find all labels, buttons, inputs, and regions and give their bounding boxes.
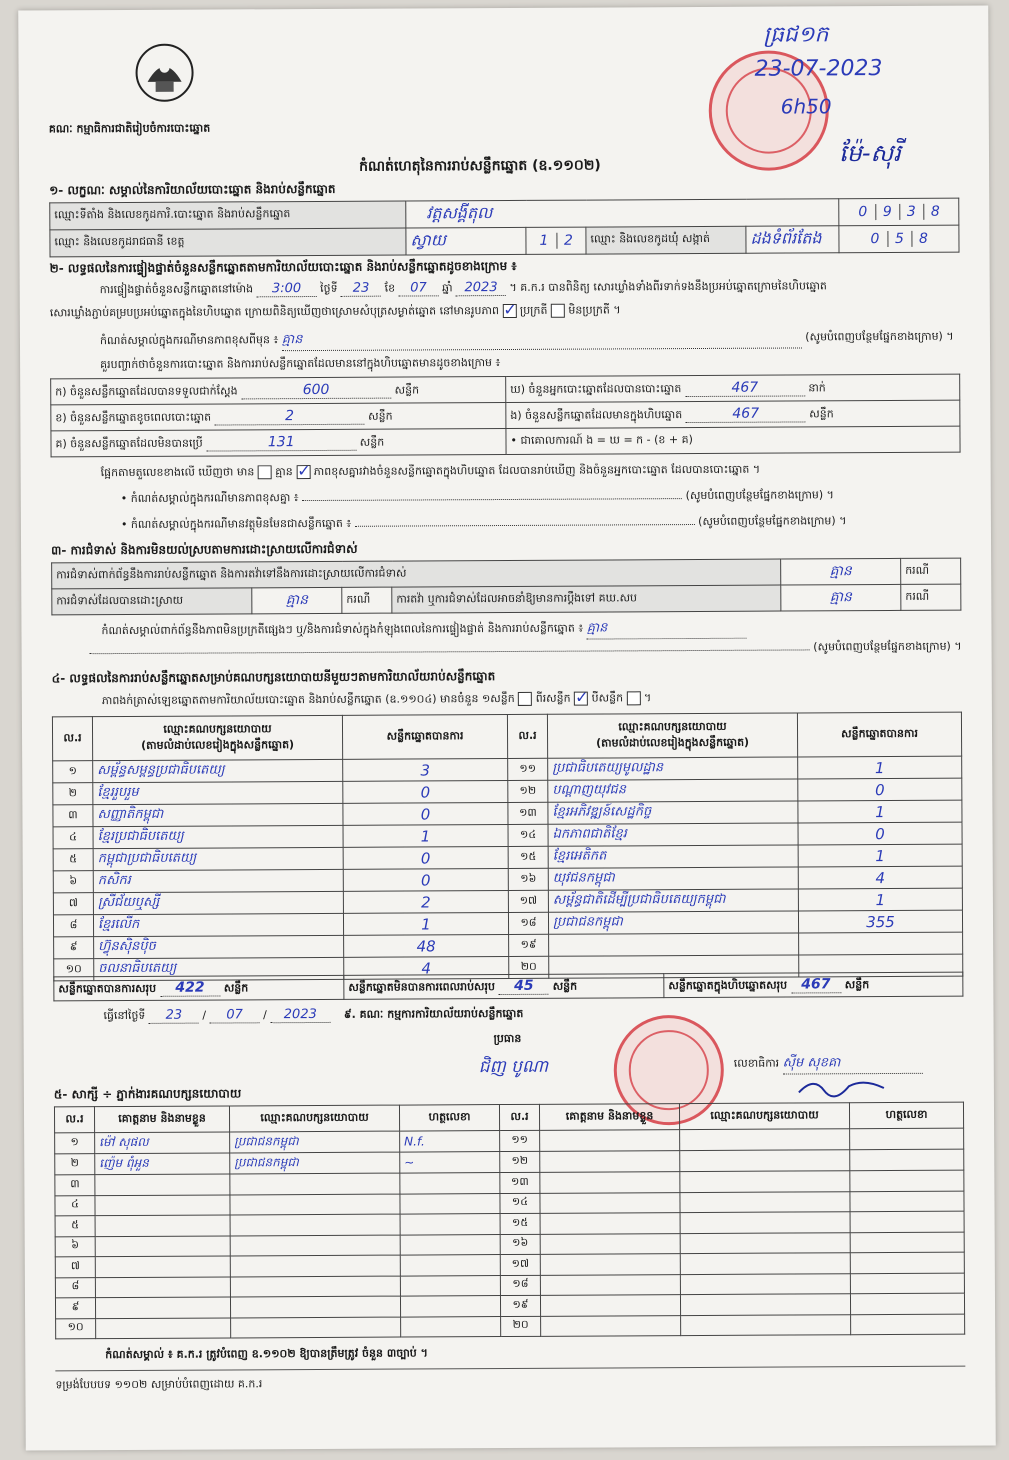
party-votes: 1 [798, 844, 962, 867]
witness-name [95, 1297, 230, 1318]
party-votes: 0 [798, 822, 962, 845]
witness-no: ២ [55, 1154, 95, 1175]
total-box-row: សន្លឹកឆ្នោតក្នុងហិបឆ្នោតសរុប 467 សន្លឹក [664, 972, 963, 998]
witness-no: ១០ [56, 1318, 96, 1339]
witness-name [540, 1254, 680, 1275]
witness-name [95, 1174, 230, 1195]
party-no: ១២ [508, 780, 548, 802]
footer-note: កំណត់សម្គាល់ ៖ គ.ក.រ ត្រូវបំពេញ ឧ.១១០២ ឱ្យបានត្រឹមត្រូវ ចំនួន ៣ច្បាប់ ។ [105, 1346, 428, 1362]
col-party: ឈ្មោះគណបក្សនយោបាយ (តាមលំដាប់លេខរៀងក្នុងសន្លឹកឆ្នោត) [92, 715, 342, 760]
party-votes: 0 [343, 780, 508, 803]
party-no: ៥ [53, 849, 93, 871]
party-name: កសិករ [93, 869, 343, 892]
witness-name: ម៉ៅ សុផល [95, 1132, 230, 1154]
party-name: បណ្ដាញយុវជន [548, 779, 798, 802]
secretary-line: លេខាធិការ ស៊ីម សុខគា [734, 1054, 923, 1075]
witness-signature [850, 1128, 964, 1150]
party-name: សញ្ញាតិកម្ពុជា [93, 803, 343, 826]
normal-checkbox[interactable] [502, 304, 516, 318]
witness-name [540, 1151, 680, 1173]
irregularity-hint: (សូមបំពេញបន្ថែមផ្នែកខាងក្រោម) ។ [52, 640, 962, 661]
witness-signature [850, 1170, 964, 1191]
w-col-name: គោត្តនាម និងនាមខ្លួន [94, 1106, 229, 1133]
party-no: ១៦ [508, 868, 548, 890]
nec-emblem-icon [133, 42, 195, 104]
party-name: ហ៊្វុនស៊ិនប៉ិច [94, 935, 344, 958]
handwritten-code: ធ្រជ១ក [763, 22, 829, 48]
seal-check-line: សោរឃ្លាំងភ្ជាប់គម្របប្រអប់ឆ្នោតក្នុងនៃហិបឆ្នោត ក្រោយពិនិត្យឃើញថាស្រោមសំបុត្រសម្ងាត់ឆ្នោត នៅមានរូបភាព ✓ ប្រក្រតី មិនប្រក្រតី ។ [50, 302, 960, 323]
commune-label: ឈ្មោះ និងលេខកូដឃុំ សង្កាត់ [586, 226, 746, 254]
witness-no: ៦ [55, 1236, 95, 1257]
witness-name [540, 1213, 680, 1234]
witness-name [95, 1256, 230, 1277]
section3-title: ៣- ការជំទាស់ និងការមិនយល់ស្របតាមការដោះស្រាយលើការជំទាស់ [51, 541, 358, 558]
witness-no: ១៥ [500, 1213, 540, 1234]
witness-signature [400, 1214, 500, 1235]
witness-name: ញ៉េម ពុំអួន [95, 1153, 230, 1175]
resolved-label: ការជំទាស់ដែលបានដោះស្រាយ [52, 588, 252, 615]
witness-signature [401, 1316, 501, 1337]
party-no: ១៩ [509, 934, 549, 956]
party-name: ប្រជាធិបតេយ្យមូលដ្ឋាន [548, 757, 798, 780]
col-no-right: ល.រ [507, 714, 547, 758]
witness-no: ១២ [500, 1151, 540, 1172]
col-votes-right: សន្លឹកឆ្នោតបានការ [797, 712, 961, 757]
foreign-object-bullet: • កំណត់សម្គាល់ក្នុងករណីមានវត្ថុមិនមែនជាសន្លឹកឆ្នោត ៖ (សូមបំពេញបន្ថែមផ្នែកខាងក្រោម) ។ [120, 514, 847, 532]
col-no: ល.រ [52, 717, 92, 761]
province-code: 1 2 [526, 227, 586, 254]
party-no: ៧ [53, 893, 93, 915]
handwritten-note: ម៉ែ-សុរី [838, 138, 902, 168]
party-votes: 0 [343, 802, 508, 825]
party-no: ១៤ [508, 824, 548, 846]
party-no: ២០ [509, 956, 549, 978]
other-sheets-checkbox[interactable] [626, 691, 640, 705]
w-col-sign-right: ហត្ថលេខា [849, 1102, 963, 1129]
witness-no: ៧ [55, 1257, 95, 1278]
objection-value: គ្មាន [781, 558, 901, 585]
party-no: ៨ [53, 915, 93, 937]
witness-name [540, 1295, 680, 1316]
witness-no: ១៣ [500, 1172, 540, 1193]
party-no: ៩ [54, 937, 94, 959]
witness-party [680, 1171, 850, 1192]
w-col-sign: ហត្ថលេខា [399, 1105, 499, 1132]
witness-party [680, 1191, 850, 1212]
witness-no: ៨ [55, 1277, 95, 1298]
footer-divider [55, 1366, 965, 1372]
witness-party [230, 1194, 400, 1215]
witness-table [54, 1102, 965, 1340]
w-col-party-right: ឈ្មោះគណបក្សនយោបាយ [679, 1103, 849, 1130]
count-subheading: គួរបញ្ចាក់ថាចំនួនការបោះឆ្នោត និងការរាប់សន្លឹកឆ្នោតដែលមាននៅក្នុងហិបឆ្នោតមានដូចខាងក្រោម ៖ [100, 356, 501, 372]
party-no: ១៨ [508, 912, 548, 934]
witness-party [680, 1253, 850, 1274]
resolved-value: គ្មាន [252, 587, 342, 613]
witness-name [540, 1172, 680, 1193]
party-no: ៣ [53, 805, 93, 827]
party-votes: 4 [344, 956, 509, 979]
witness-signature [850, 1293, 964, 1314]
witness-no: ៤ [55, 1195, 95, 1216]
party-name: សម្ព័ន្ធសម្ពន្ធប្រជាធិបតេយ្យ [93, 759, 343, 782]
party-no: ៦ [53, 871, 93, 893]
party-name: ខ្មែរប្រជាធិបតេយ្យ [93, 825, 343, 848]
witness-no: ១៧ [500, 1254, 540, 1275]
witness-no: ១៨ [500, 1275, 540, 1296]
witness-party [230, 1296, 400, 1317]
two-sheets-checkbox[interactable] [518, 692, 532, 706]
party-no: ១០ [54, 959, 94, 981]
chair-signature: ជិញ បូណា [478, 1056, 549, 1078]
location-code: 0 9 3 8 [839, 198, 959, 226]
no-difference-checkbox[interactable] [296, 465, 310, 479]
handwritten-date: 23-07-2023 [754, 56, 883, 82]
signing-date: ធ្វើនៅថ្ងៃទី 23 / 07 / 2023 ៩. គណៈ កម្មការការិយាល័យរាប់សន្លឹកឆ្នោត [103, 1006, 524, 1023]
witness-signature [850, 1252, 964, 1273]
witness-party [230, 1276, 400, 1297]
objection-unit: ករណី [901, 558, 961, 584]
witness-name [540, 1233, 680, 1254]
witness-party [231, 1317, 401, 1338]
province-value: ស្វាយ [406, 227, 526, 255]
party-votes: 2 [343, 890, 508, 913]
witness-party [680, 1212, 850, 1233]
party-name: ប្រជាជនកម្ពុជា [548, 911, 798, 934]
w-col-party: ឈ្មោះគណបក្សនយោបាយ [229, 1105, 399, 1132]
party-votes: 48 [344, 934, 509, 957]
irregularity-note: កំណត់សម្គាល់ពាក់ព័ន្ធនឹងភាពមិនប្រក្រតីផ្សេងៗ ឬ/និងការជំទាស់ក្នុងកំឡុងពេលនៃការផ្ទៀងផ្ទាត់ និងការរាប់សន្លឹកឆ្នោត ៖ គ្មាន [101, 618, 961, 643]
witness-body [55, 1128, 965, 1339]
spoiled-ballots-row: ខ) ចំនួនសន្លឹកឆ្នោតខូចពេលបោះឆ្នោត 2 សន្លឹក [51, 403, 506, 431]
party-votes: 1 [343, 912, 508, 935]
party-votes: 1 [343, 824, 508, 847]
chair-label: ប្រធាន [493, 1031, 522, 1046]
received-ballots-row: ក) ចំនួនសន្លឹកឆ្នោតដែលបានទទួលជាក់ស្ដែង 600 សន្លឹក [51, 377, 506, 405]
party-votes: 1 [798, 888, 962, 911]
party-votes: 1 [798, 756, 962, 779]
witness-signature [400, 1173, 500, 1194]
form-paper [18, 5, 996, 1450]
witness-name [540, 1192, 680, 1213]
party-votes [799, 932, 963, 955]
witness-signature [850, 1149, 964, 1171]
location-label: ឈ្មោះទីតាំង និងលេខកូដការិ.បោះឆ្នោត និងរាប់សន្លឹកឆ្នោត [50, 201, 406, 230]
witness-name [95, 1235, 230, 1256]
party-name: ចលនាធិបតេយ្យ [94, 957, 344, 980]
w-col-no-right: ល.រ [499, 1104, 539, 1130]
party-votes: 1 [798, 800, 962, 823]
total-invalid-row: សន្លឹកឆ្នោតមិនបានការពេលរាប់សរុប 45 សន្លឹក [344, 974, 664, 1000]
party-name: កម្ពុជាប្រជាធិបតេយ្យ [93, 847, 343, 870]
witness-party [681, 1314, 851, 1335]
party-votes: 0 [343, 868, 508, 891]
party-name: ខ្មែរអភិវឌ្ឍន៍សេដ្ឋកិច្ច [548, 801, 798, 824]
witness-party [230, 1255, 400, 1276]
witness-party [680, 1294, 850, 1315]
box-ballots-row: ង) ចំនួនសន្លឹកឆ្នោតដែលមានក្នុងហិបឆ្នោត 467 សន្លឹក [506, 400, 960, 428]
col-votes: សន្លឹកឆ្នោតបានការ [342, 714, 507, 759]
section5-title: ៥- សាក្សី ÷ ភ្នាក់ងារគណបក្សនយោបាយ [53, 1086, 242, 1102]
col-party-right: ឈ្មោះគណបក្សនយោបាយ (តាមលំដាប់លេខរៀងក្នុងសន្លឹកឆ្នោត) [547, 713, 797, 758]
section4-title: ៤- លទ្ធផលនៃការរាប់សន្លឹកឆ្នោតសម្រាប់គណបក្សនយោបាយនីមួយៗតាមការិយាល័យរាប់សន្លឹកឆ្នោត [51, 669, 496, 686]
witness-no: ១៩ [500, 1295, 540, 1316]
w-col-no: ល.រ [54, 1107, 94, 1133]
form-reference: ទម្រង់បែបបទ ១១០២ សម្រាប់បំពេញដោយ គ.ក.រ [55, 1377, 263, 1392]
party-no: ១១ [508, 758, 548, 780]
location-value: វត្តសង្គីតុល [406, 199, 839, 228]
appeal-unit: ករណី [901, 584, 961, 610]
has-difference-checkbox[interactable] [258, 465, 272, 479]
witness-party: ប្រជាជនកម្ពុជា [230, 1152, 400, 1174]
party-votes: 0 [798, 778, 962, 801]
witness-no: ៥ [55, 1216, 95, 1237]
witness-no: ១៤ [500, 1193, 540, 1214]
three-sheets-checkbox[interactable] [574, 692, 588, 706]
witness-name [540, 1274, 680, 1295]
party-votes: 3 [343, 758, 508, 781]
witness-signature [850, 1211, 964, 1232]
difference-note-line: កំណត់សម្គាល់ក្នុងករណីមានភាពខុសពីមុន ៖ គ្មាន (សូមបំពេញបន្ថែមផ្នែកខាងក្រោម) ។ [100, 328, 960, 353]
ballot-count-table [50, 374, 960, 458]
party-votes: 4 [798, 866, 962, 889]
witness-name [95, 1215, 230, 1236]
witness-no: ៣ [55, 1175, 95, 1196]
resolved-unit: ករណី [342, 587, 392, 613]
witness-name [540, 1130, 680, 1152]
party-no: ១៥ [508, 846, 548, 868]
org-name: គណៈ កម្មាធិការជាតិរៀបចំការបោះឆ្នោត [48, 121, 211, 136]
witness-row [56, 1314, 965, 1339]
party-name: ខ្មែររួបរួម [93, 781, 343, 804]
verification-time-line: ការផ្ទៀងផ្ទាត់ចំនួនសន្លឹកឆ្នោតនៅម៉ោង 3:00 ថ្ងៃទី 23 ខែ 07 ឆ្នាំ 2023 ។ គ.ក.រ បានពិនិត្យ សោរឃ្លាំងទាំងពីរទាក់ទងនឹងប្រអប់ឆ្នោតក្រោមនៃហិបឆ្នោត [99, 279, 827, 297]
witness-signature [400, 1193, 500, 1214]
witness-signature [400, 1255, 500, 1276]
commune-value: ដងទំព័រតែង [746, 226, 839, 253]
witness-signature [400, 1234, 500, 1255]
party-no: ១ [53, 761, 93, 783]
abnormal-checkbox[interactable] [551, 304, 565, 318]
witness-signature: N.f. [400, 1131, 500, 1153]
section1-table [49, 198, 959, 258]
witness-signature: ~ [400, 1152, 500, 1174]
w-col-name-right: គោត្តនាម និងនាមខ្លួន [539, 1104, 679, 1131]
witness-party [230, 1214, 400, 1235]
party-no: ១៣ [508, 802, 548, 824]
witness-signature [850, 1273, 964, 1294]
witness-signature [851, 1314, 965, 1335]
totals-table [53, 972, 963, 1002]
witness-name [95, 1194, 230, 1215]
witness-name [96, 1317, 231, 1338]
results-body [53, 756, 963, 981]
party-name: ស្រីជ័យឬស្សី [93, 891, 343, 914]
tally-sheet-line: ភាពងក់ត្រាស់ឡេខឆ្នោតតាមការិយាល័យបោះឆ្នោត និងរាប់សន្លឹកឆ្នោត (ឧ.១១០៤) មានចំនួន ១សន្លឹក ពីរសន្លឹក ✓ បីសន្លឹក ។ [102, 690, 962, 711]
party-no: ២ [53, 783, 93, 805]
witness-signature [400, 1275, 500, 1296]
witness-signature [400, 1296, 500, 1317]
party-name: យុវជនកម្ពុជា [548, 867, 798, 890]
handwritten-time: 6h50 [780, 94, 832, 119]
secretary-signature-icon [794, 1074, 894, 1103]
party-name: សម្ព័ន្ធជាតិដើម្បីប្រជាធិបតេយ្យកម្ពុជា [548, 889, 798, 912]
witness-party [680, 1273, 850, 1294]
party-no: ១៧ [508, 890, 548, 912]
witness-party: ប្រជាជនកម្ពុជា [230, 1131, 400, 1153]
party-votes: 0 [343, 846, 508, 869]
total-valid-row: សន្លឹកឆ្នោតបានការសរុប 422 សន្លឹក [54, 975, 344, 1001]
party-votes: 355 [798, 910, 962, 933]
difference-bullet: • កំណត់សម្គាល់ក្នុងករណីមានភាពខុសគ្នា ៖ (សូមបំពេញបន្ថែមផ្នែកខាងក្រោម) ។ [120, 488, 834, 506]
party-no: ៤ [53, 827, 93, 849]
appeal-label: ការតវ៉ា ឬការជំទាស់ដែលអាចនាំឱ្យមានការប្ដឹងទៅ គឃ.សប [392, 585, 781, 613]
witness-no: ២០ [501, 1316, 541, 1337]
witness-no: ១ [55, 1133, 95, 1154]
objection-label: ការជំទាស់ពាក់ព័ន្ធនឹងការរាប់សន្លឹកឆ្នោត និងការតវ៉ាទៅនឹងការដោះស្រាយលើការជំទាស់ [52, 559, 781, 589]
province-label: ឈ្មោះ និងលេខកូដរាជធានី ខេត្ត [50, 228, 406, 257]
form-title: កំណត់ហេតុនៃការរាប់សន្លឹកឆ្នោត (ឧ.១១០២) [359, 157, 601, 175]
formula: • ជាគោលការណ៍ ង = ឃ = ក - (ខ + គ) [506, 426, 960, 454]
appeal-value: គ្មាន [781, 584, 901, 611]
objection-table [51, 558, 961, 616]
witness-party [680, 1150, 850, 1172]
witness-party [230, 1235, 400, 1256]
comparison-line: ផ្អែកតាមតួលេខខាងលើ ឃើញថា មាន គ្មាន ✓ ភាពខុសគ្នារវាងចំនួនសន្លឹកឆ្នោតក្នុងហិបឆ្នោត ដែលបានរាប់ឃើញ និងចំនួនអ្នកបោះឆ្នោត ដែលបានបោះឆ្នោត ។ [101, 462, 961, 483]
party-name: ខ្មែរលើក [93, 913, 343, 936]
party-name: ខ្មែរអេតិកត [548, 845, 798, 868]
witness-signature [850, 1191, 964, 1212]
witness-no: ១៦ [500, 1234, 540, 1255]
commune-code: 0 5 8 [839, 225, 959, 253]
unused-ballots-row: គ) ចំនួនសន្លឹកឆ្នោតដែលមិនបានប្រើ 131 សន្លឹក [51, 429, 506, 457]
witness-party [680, 1129, 850, 1151]
witness-no: ៩ [55, 1298, 95, 1319]
witness-name [95, 1276, 230, 1297]
party-name: ឯកភាពជាតិខ្មែរ [548, 823, 798, 846]
voters-row: ឃ) ចំនួនអ្នកបោះឆ្នោតដែលបានបោះឆ្នោត 467 នាក់ [506, 374, 960, 402]
witness-signature [850, 1232, 964, 1253]
section2-title: ២- លទ្ធផលនៃការផ្ទៀងផ្ទាត់ចំនួនសន្លឹកឆ្នោតតាមការិយាល័យបោះឆ្នោត និងរាប់សន្លឹកឆ្នោតដូចខាងក្រោម ៖ [49, 258, 517, 276]
witness-party [680, 1232, 850, 1253]
witness-no: ១១ [500, 1130, 540, 1151]
party-name [549, 933, 799, 956]
witness-party [230, 1173, 400, 1194]
witness-name [541, 1315, 681, 1336]
results-table [52, 712, 963, 982]
section1-title: ១- លក្ខណៈ សម្គាល់នៃការិយាល័យបោះឆ្នោត និងរាប់សន្លឹកឆ្នោត [49, 181, 336, 198]
